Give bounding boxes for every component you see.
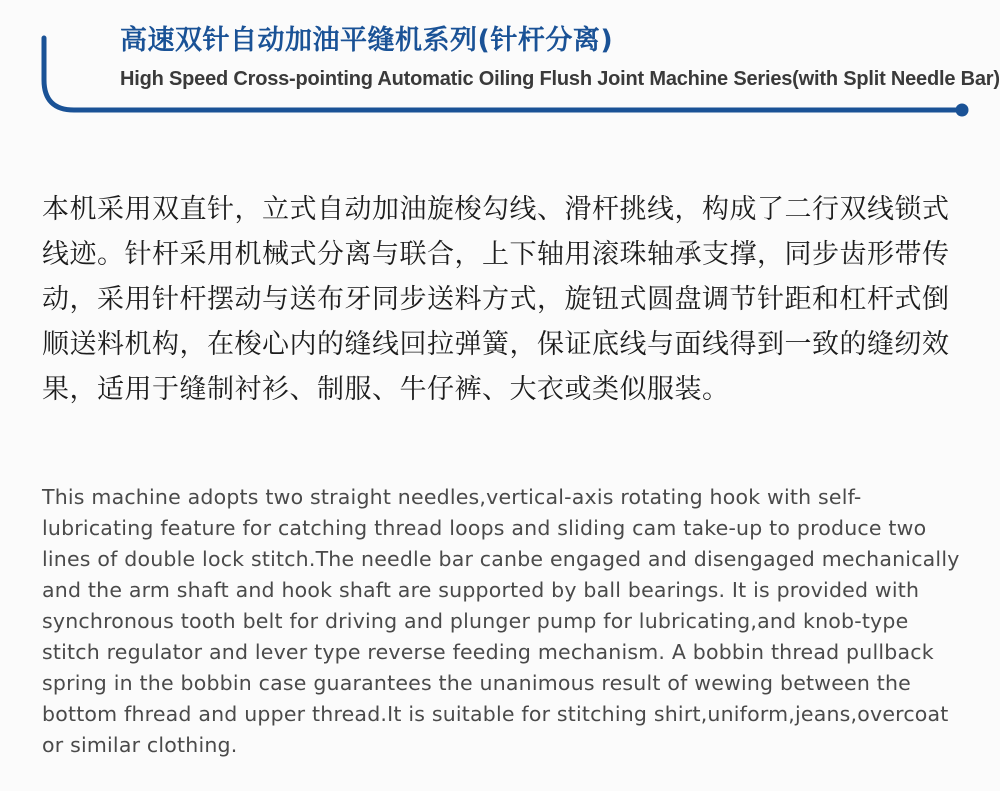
page-title-english: High Speed Cross-pointing Automatic Oiling Flush Joint Machine Series(with Split Needle Bar) xyxy=(120,68,1000,90)
page-title-chinese: 高速双针自动加油平缝机系列(针杆分离) xyxy=(120,25,614,56)
description-english: This machine adopts two straight needles,vertical-axis rotating hook with self-lubricating feature for catching thread loops and sliding cam take-up to produce two lines of double lock stitch.The needle bar canbe engaged and disengaged mechanically and the arm shaft and hook shaft are supported by ball bearings. It is provided with synchronous tooth belt for driving and plunger pump for lubricating,and knob-type stitch regulator and lever type reverse feeding mechanism. A bobbin thread pullback spring in the bobbin case guarantees the unanimous result of wewing between the bottom fhread and upper thread.It is suitable for stitching shirt,uniform,jeans,overcoat or similar clothing. xyxy=(42,485,960,757)
bracket-end-dot xyxy=(956,104,969,117)
description-chinese: 本机采用双直针，立式自动加油旋梭勾线、滑杆挑线，构成了二行双线锁式线迹。针杆采用机械式分离与联合，上下轴用滚珠轴承支撑，同步齿形带传动，采用针杆摆动与送布牙同步送料方式，旋钮式圆盘调节针距和杠杆式倒顺送料机构，在梭心内的缝线回拉弹簧，保证底线与面线得到一致的缝纫效果，适用于缝制衬衫、制服、牛仔裤、大衣或类似服装。 xyxy=(42,194,950,405)
